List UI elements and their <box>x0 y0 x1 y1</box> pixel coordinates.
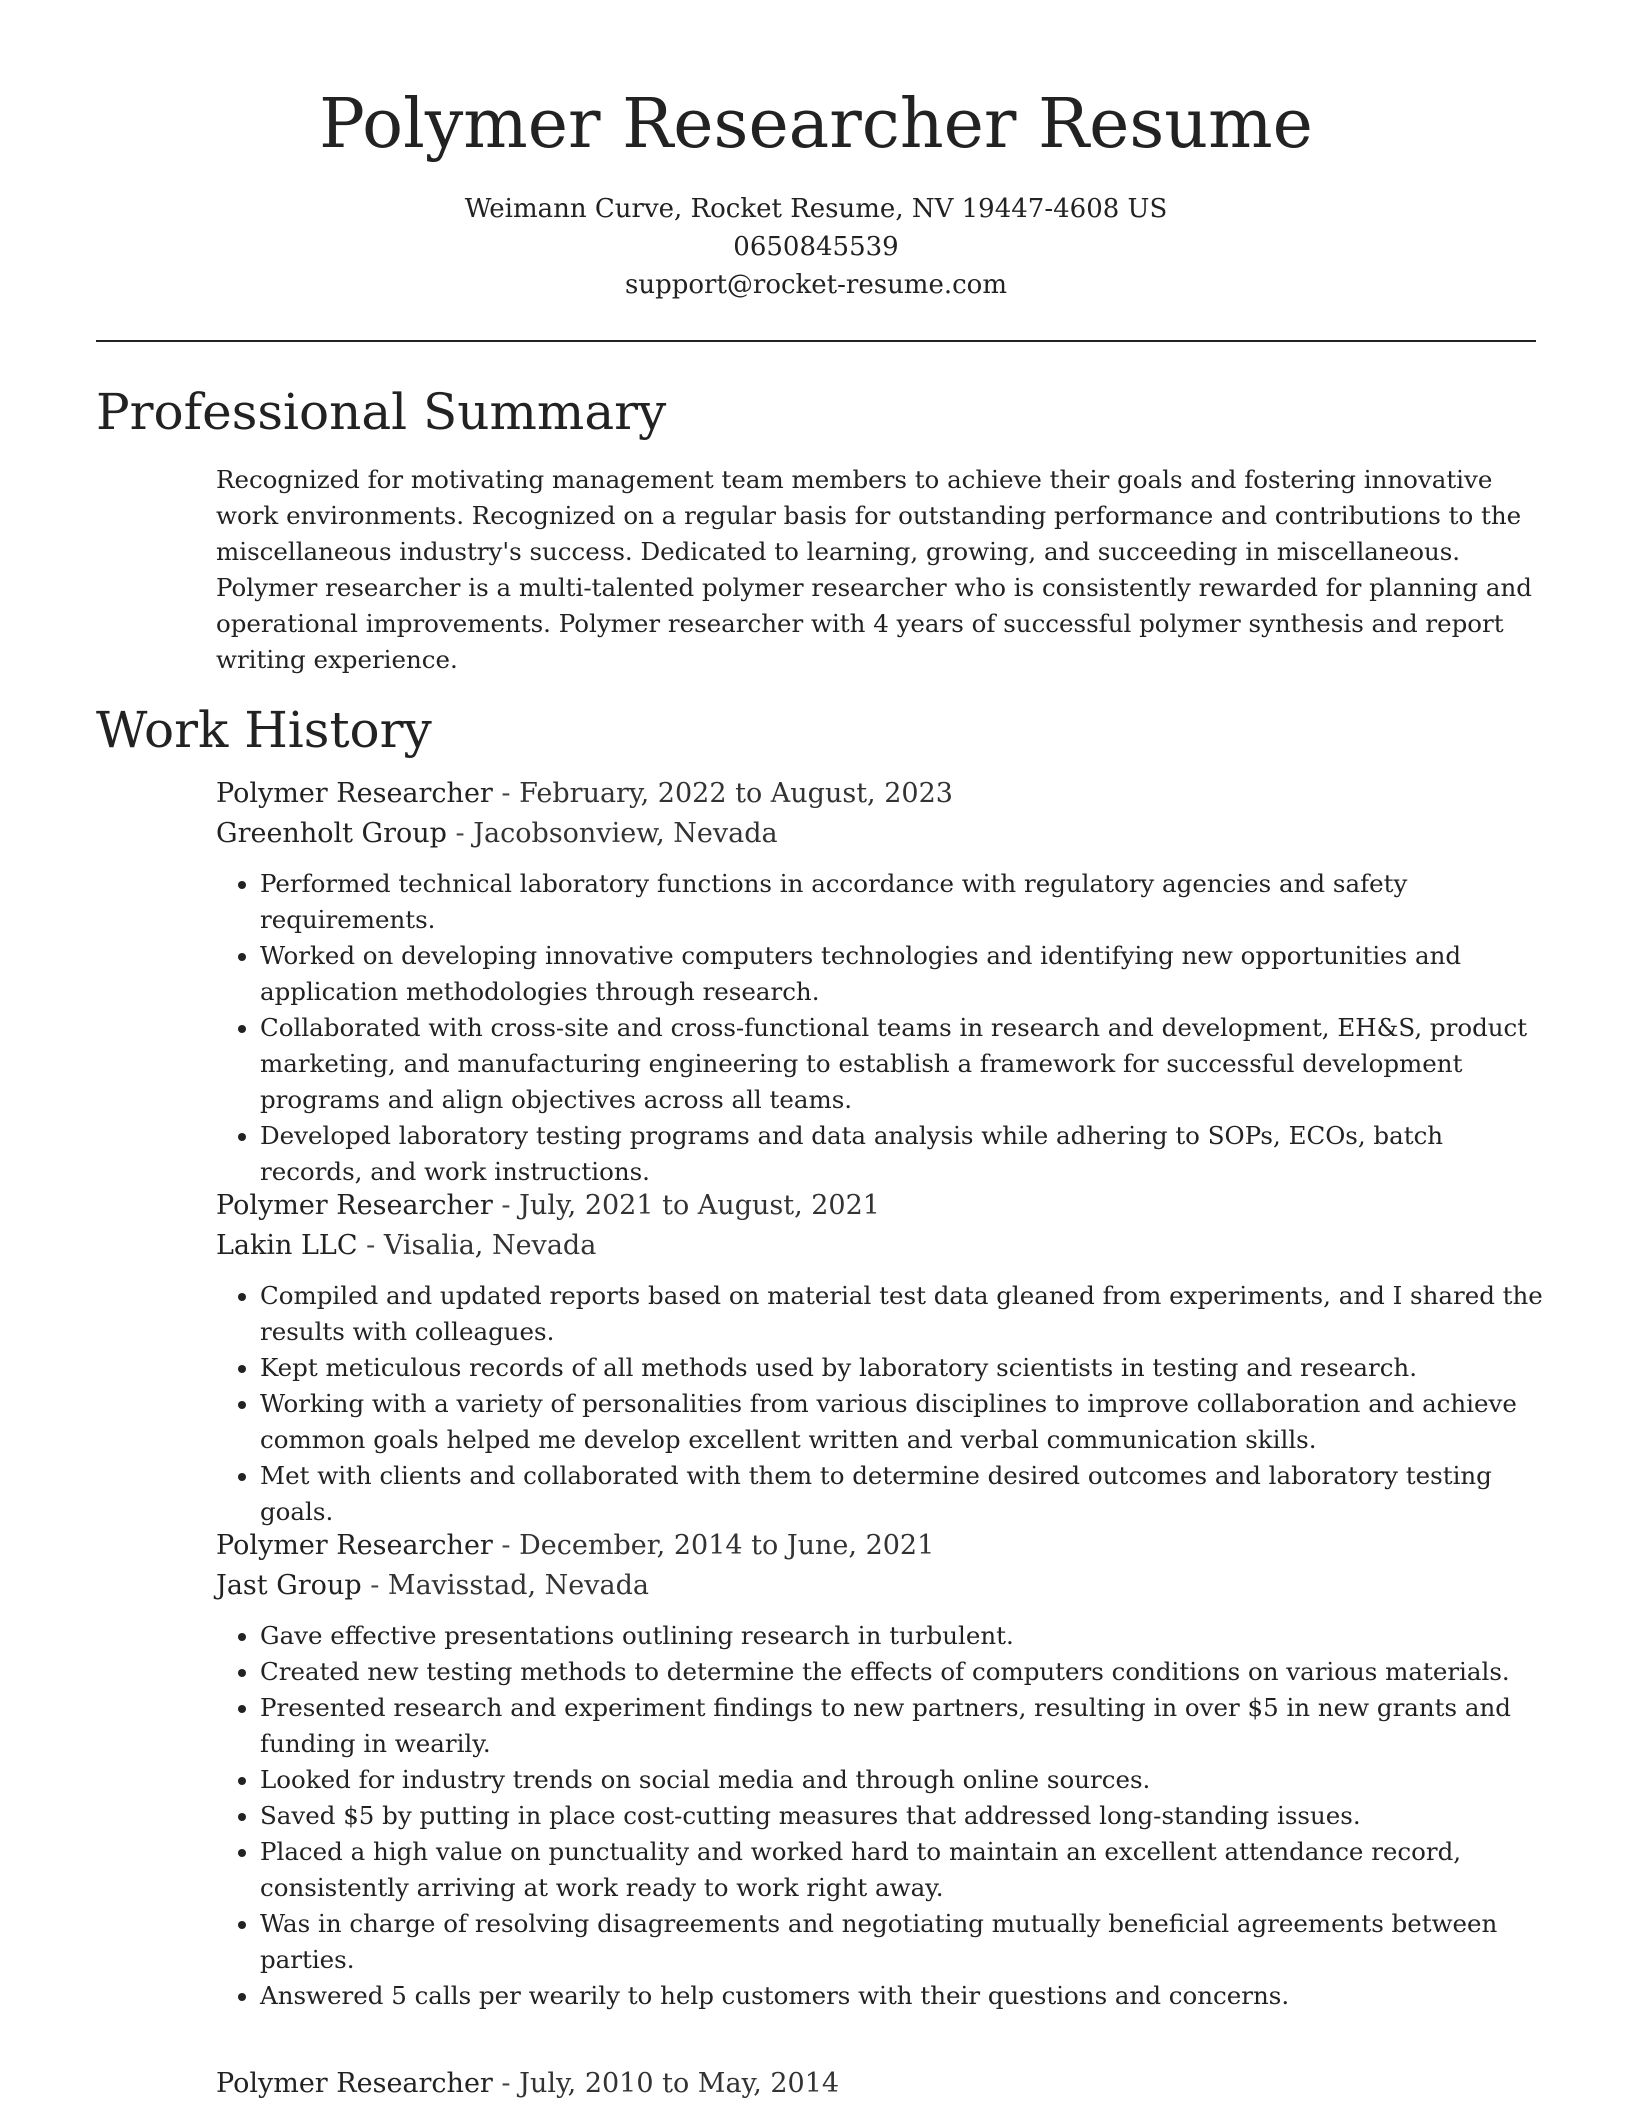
job-title-line <box>216 1186 1546 1226</box>
contact-phone: 0650845539 <box>733 232 899 262</box>
job-bullet: • Answered 5 calls per wearily to help customers with their questions and concerns. <box>260 1978 1546 2014</box>
job-title-line <box>216 774 1546 814</box>
job-location: Mavisstad, Nevada <box>387 1570 649 1601</box>
summary-text: Recognized for motivating management team members to achieve their goals and fostering innovative work environments. Recognized on a regular basis for outstanding performance and contributions to the miscellaneous industry's success. Dedicated to learning, growing, and succeeding in miscellaneous. Polymer researcher is a multi-talented polymer researcher who is consistently rewarded for planning and operational improvements. Polymer researcher with 4 years of successful polymer synthesis and report writing experience. <box>216 465 1532 674</box>
job-bullets <box>216 1618 1546 2014</box>
header-divider <box>96 340 1536 342</box>
job-separator: - <box>361 1570 388 1601</box>
job-bullet: • Met with clients and collaborated with them to determine desired outcomes and laboratory testing goals. <box>260 1458 1546 1530</box>
job-bullet: • Working with a variety of personalities from various disciplines to improve collaboration and achieve common goals helped me develop excellent written and verbal communication skills. <box>260 1386 1546 1458</box>
job-dates: July, 2021 to August, 2021 <box>519 1190 880 1221</box>
job-location: Visalia, Nevada <box>383 1230 597 1261</box>
job-role: Polymer Researcher <box>216 778 493 809</box>
job-separator: - <box>492 778 520 809</box>
job-bullets <box>216 1278 1546 1530</box>
section-title-summary: Professional Summary <box>96 383 667 441</box>
job-entry <box>216 1526 1546 2014</box>
job-company: Jast Group <box>216 1570 362 1601</box>
job-bullet: • Placed a high value on punctuality and worked hard to maintain an excellent attendance record, consistently arriving at work ready to work right away. <box>260 1834 1546 1906</box>
job-bullet: • Presented research and experiment findings to new partners, resulting in over $5 in new grants and funding in wearily. <box>260 1690 1546 1762</box>
job-entry <box>216 2064 1546 2104</box>
job-company: Lakin LLC <box>216 1230 358 1261</box>
job-company-line <box>216 1226 1546 1266</box>
job-bullet: • Performed technical laboratory functions in accordance with regulatory agencies and safety requirements. <box>260 866 1546 938</box>
job-role: Polymer Researcher <box>216 1190 493 1221</box>
job-company-line <box>216 1566 1546 1606</box>
job-title-line <box>216 1526 1546 1566</box>
job-bullet: • Worked on developing innovative computers technologies and identifying new opportunities and application methodologies through research. <box>260 938 1546 1010</box>
job-bullets <box>216 866 1546 1190</box>
job-separator: - <box>492 2068 520 2099</box>
job-bullet: • Was in charge of resolving disagreements and negotiating mutually beneficial agreements between parties. <box>260 1906 1546 1978</box>
job-dates: February, 2022 to August, 2023 <box>519 778 953 809</box>
job-bullet: • Kept meticulous records of all methods used by laboratory scientists in testing and research. <box>260 1350 1546 1386</box>
job-role: Polymer Researcher <box>216 1530 493 1561</box>
job-entry <box>216 774 1546 1190</box>
job-location: Jacobsonview, Nevada <box>473 818 778 849</box>
job-separator: - <box>446 818 474 849</box>
job-entry <box>216 1186 1546 1530</box>
job-separator: - <box>492 1190 520 1221</box>
resume-title: Polymer Researcher Resume <box>319 85 1313 164</box>
job-dates: December, 2014 to June, 2021 <box>519 1530 935 1561</box>
job-separator: - <box>492 1530 520 1561</box>
job-title-line <box>216 2064 1546 2104</box>
job-dates: July, 2010 to May, 2014 <box>519 2068 840 2099</box>
section-title-work-history: Work History <box>96 701 432 759</box>
job-bullet: • Compiled and updated reports based on material test data gleaned from experiments, and I shared the results with colleagues. <box>260 1278 1546 1350</box>
contact-block <box>0 190 1632 304</box>
job-bullet: • Developed laboratory testing programs and data analysis while adhering to SOPs, ECOs, batch records, and work instructions. <box>260 1118 1546 1190</box>
job-bullet: • Collaborated with cross-site and cross-functional teams in research and development, EH&S, product marketing, and manufacturing engineering to establish a framework for successful development programs and align objectives across all teams. <box>260 1010 1546 1118</box>
job-company-line <box>216 814 1546 854</box>
job-role: Polymer Researcher <box>216 2068 493 2099</box>
job-bullet: • Looked for industry trends on social media and through online sources. <box>260 1762 1546 1798</box>
job-bullet: • Created new testing methods to determine the effects of computers conditions on various materials. <box>260 1654 1546 1690</box>
job-bullet: • Saved $5 by putting in place cost-cutting measures that addressed long-standing issues. <box>260 1798 1546 1834</box>
job-separator: - <box>357 1230 384 1261</box>
job-bullet: • Gave effective presentations outlining research in turbulent. <box>260 1618 1546 1654</box>
job-company: Greenholt Group <box>216 818 447 849</box>
resume-header <box>0 0 1632 304</box>
contact-email: support@rocket-resume.com <box>624 270 1007 300</box>
contact-address: Weimann Curve, Rocket Resume, NV 19447-4608 US <box>464 194 1168 224</box>
